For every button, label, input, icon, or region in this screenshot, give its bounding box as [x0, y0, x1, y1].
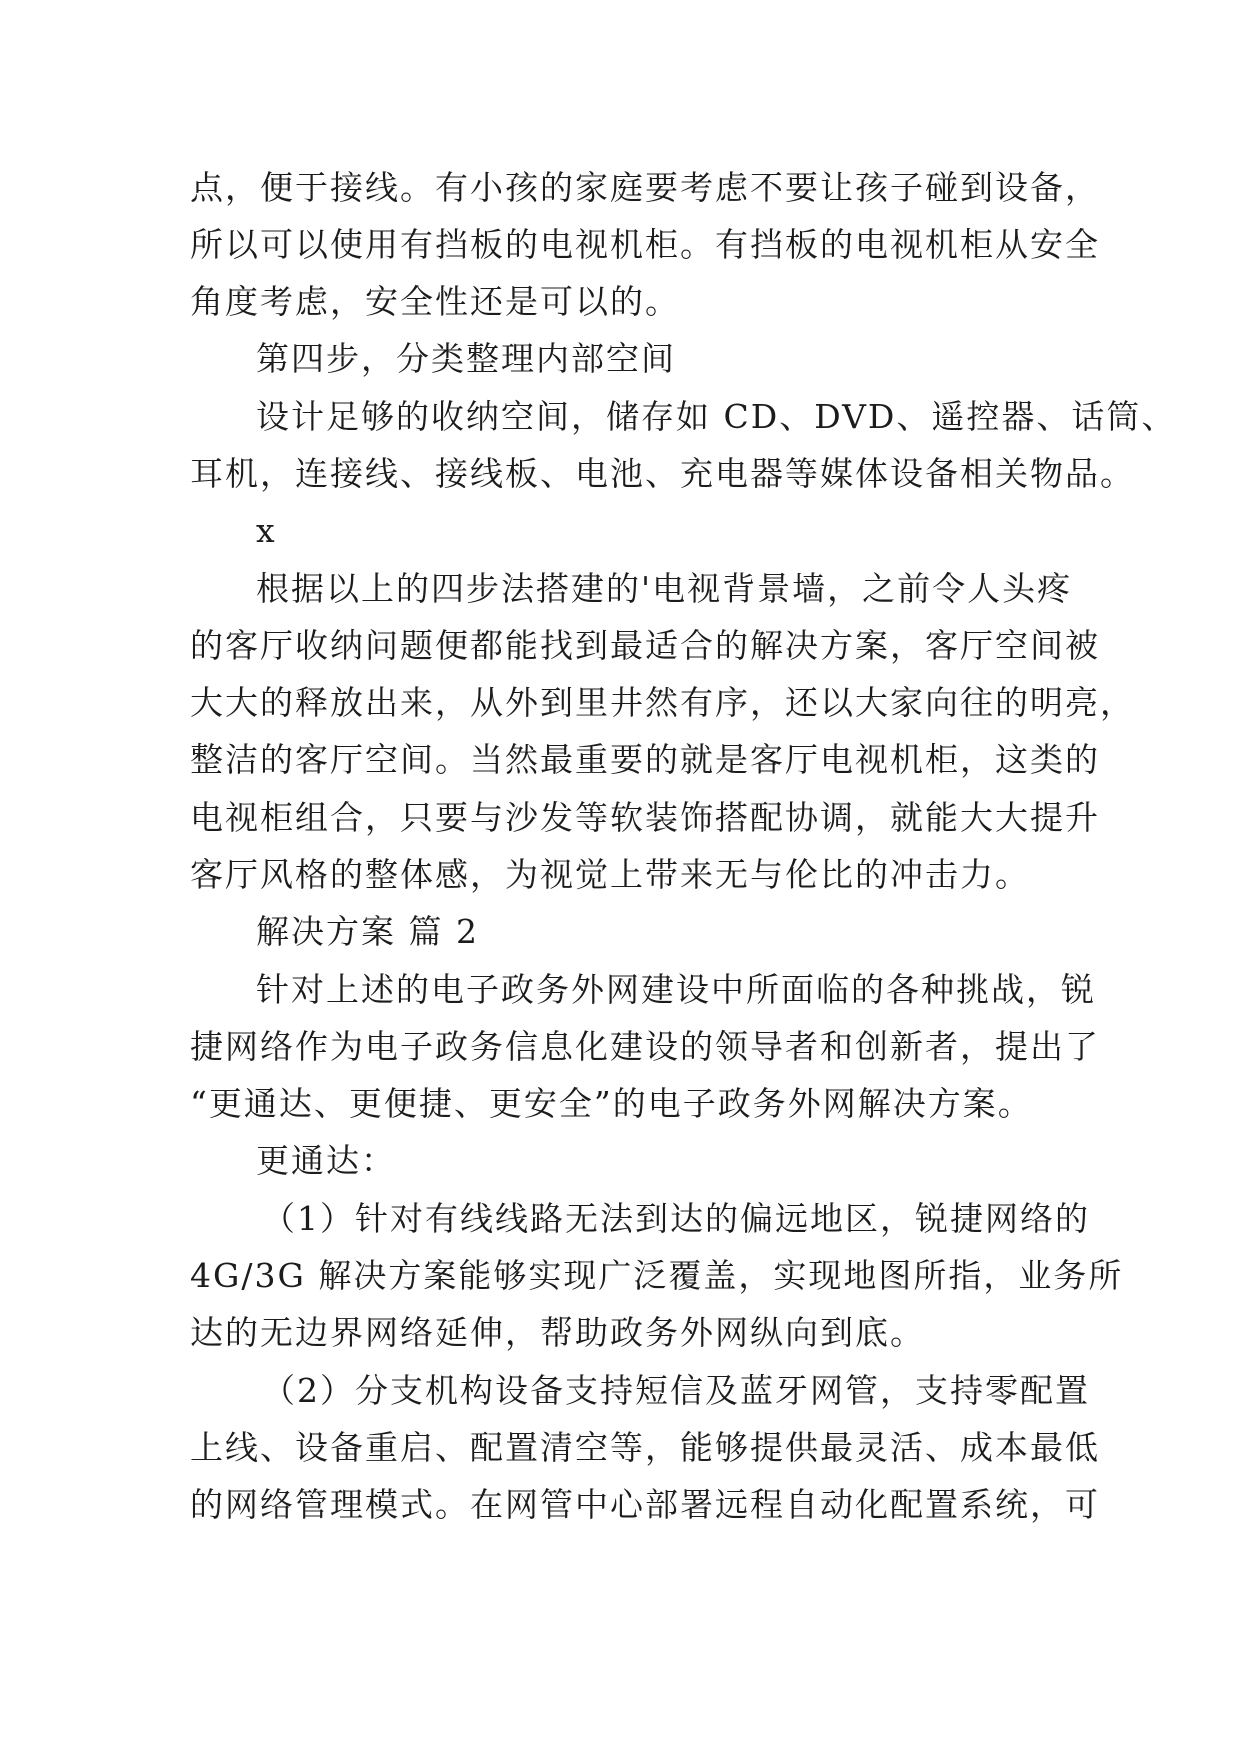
text-line: 的客厅收纳问题便都能找到最适合的解决方案，客厅空间被 — [190, 626, 1100, 665]
text-line: 角度考虑，安全性还是可以的。 — [190, 282, 680, 321]
section-heading: 解决方案 篇 2 — [256, 912, 479, 951]
text-line: 捷网络作为电子政务信息化建设的领导者和创新者，提出了 — [190, 1027, 1100, 1066]
text-line: 点，便于接线。有小孩的家庭要考虑不要让孩子碰到设备， — [190, 168, 1100, 207]
text-line: 的网络管理模式。在网管中心部署远程自动化配置系统，可 — [190, 1485, 1100, 1524]
section-heading: 第四步，分类整理内部空间 — [256, 339, 676, 378]
text-line: 大大的释放出来，从外到里井然有序，还以大家向往的明亮， — [190, 683, 1135, 722]
subheading: 更通达： — [256, 1141, 396, 1180]
text-line: （2）分支机构设备支持短信及蓝牙网管，支持零配置 — [262, 1371, 1090, 1410]
text-line: 达的无边界网络延伸，帮助政务外网纵向到底。 — [190, 1313, 925, 1352]
text-line: x — [256, 511, 277, 550]
text-line: 针对上述的电子政务外网建设中所面临的各种挑战，锐 — [256, 970, 1096, 1009]
text-line: 所以可以使用有挡板的电视机柜。有挡板的电视机柜从安全 — [190, 225, 1100, 264]
text-line: 根据以上的四步法搭建的'电视背景墙，之前令人头疼 — [256, 569, 1073, 608]
text-line: 设计足够的收纳空间，储存如 CD、DVD、遥控器、话筒、 — [256, 397, 1177, 436]
text-line: “更通达、更便捷、更安全”的电子政务外网解决方案。 — [190, 1084, 1033, 1123]
text-line: 上线、设备重启、配置清空等，能够提供最灵活、成本最低 — [190, 1428, 1100, 1467]
text-line: 耳机，连接线、接线板、电池、充电器等媒体设备相关物品。 — [190, 454, 1135, 493]
text-line: 电视柜组合，只要与沙发等软装饰搭配协调，就能大大提升 — [190, 798, 1100, 837]
text-line: 4G/3G 解决方案能够实现广泛覆盖，实现地图所指，业务所 — [190, 1256, 1124, 1295]
text-line: 整洁的客厅空间。当然最重要的就是客厅电视机柜，这类的 — [190, 740, 1100, 779]
text-line: 客厅风格的整体感，为视觉上带来无与伦比的冲击力。 — [190, 855, 1030, 894]
text-line: （1）针对有线线路无法到达的偏远地区，锐捷网络的 — [262, 1199, 1090, 1238]
